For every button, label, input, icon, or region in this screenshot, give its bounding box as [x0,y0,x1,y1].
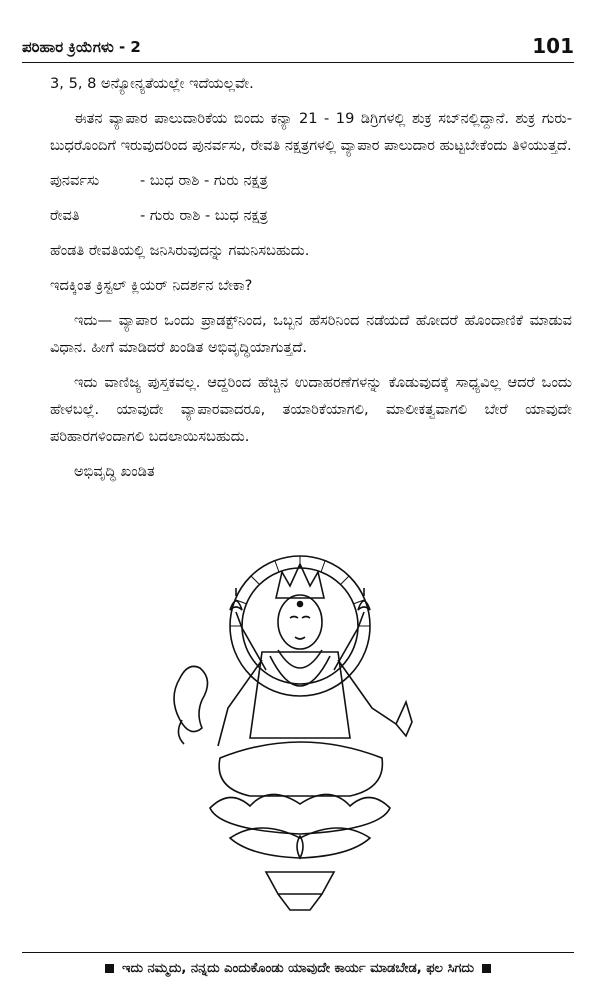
lamp [266,872,334,894]
page-footer [22,952,574,976]
page-body [50,70,572,493]
nakshatra-detail: - ಬುಧ ರಾಶಿ - ಗುರು ನಕ್ಷತ್ರ [140,172,268,189]
torso [250,652,350,738]
page-number: 101 [532,34,574,58]
paragraph: ಅಭಿವೃದ್ಧಿ ಖಂಡಿತ [74,463,155,480]
nakshatra-row [50,167,572,194]
lamp-flame [297,836,303,858]
nakshatra-detail: - ಗುರು ರಾಶಿ - ಬುಧ ನಕ್ಷತ್ರ [140,207,268,224]
running-title: ಪರಿಹಾರ ಕ್ರಿಯೆಗಳು - 2 [22,38,141,56]
footer-quote: ಇದು ನಮ್ಮದು, ನನ್ನದು ಎಂದುಕೊಂಡು ಯಾವುದೇ ಕಾರ್ಯ ಮಾಡಬೇಡ, ಫಲ ಸಿಗದು [122,961,474,976]
lotus-seat [210,794,390,834]
nakshatra-name: ರೇವತಿ [50,207,80,224]
square-bullet-icon [482,964,491,973]
paragraph: ಇದು— ವ್ಯಾಪಾರ ಒಂದು ಪ್ರಾಡಕ್ಟ್‌ನಿಂದ, ಒಬ್ಬನ ಹೆಸರಿನಿಂದ ನಡೆಯದೆ ಹೋದರೆ ಹೊಂದಾಣಿಕೆ ಮಾಡುವ ವಿಧಾನ. ಹೀಗೆ ಮಾಡಿದರೆ ಖಂಡಿತ ಅಭಿವೃದ್ಧಿಯಾಗುತ್ತದೆ. [50,312,572,356]
square-bullet-icon [105,964,114,973]
paragraph: 3, 5, 8 ಅನ್ಯೋನ್ಯತೆಯಲ್ಲೇ ಇದೆಯಲ್ಲವೇ. [50,75,254,92]
blessing-hand [396,702,412,736]
crown [276,564,324,598]
lakshmi-illustration-icon [150,538,450,932]
paragraph: ಇದಕ್ಕಿಂತ ಕ್ರಿಸ್ಟಲ್ ಕ್ಲಿಯರ್ ನಿದರ್ಶನ ಬೇಕಾ? [50,277,253,294]
paragraph: ಇದು ವಾಣಿಜ್ಯ ಪುಸ್ತಕವಲ್ಲ. ಆದ್ದರಿಂದ ಹೆಚ್ಚಿನ ಉದಾಹರಣೆಗಳನ್ನು ಕೊಡುವುದಕ್ಕೆ ಸಾಧ್ಯವಿಲ್ಲ ಆದರೆ ಒಂದು ಹೇಳಬಲ್ಲೆ. ಯಾವುದೇ ವ್ಯಾಪಾರವಾದರೂ, ತಯಾರಿಕೆಯಾಗಲಿ, ಮಾಲೀಕತ್ವವಾಗಲಿ ಬೇರೆ ಯಾವುದೇ ಪರಿಹಾರಗಳಿಂದಾಗಲಿ ಬದಲಾಯಿಸಬಹುದು. [50,374,572,445]
page-header [22,34,574,63]
crossed-legs [219,742,382,796]
elephant [174,666,208,731]
nakshatra-name: ಪುನರ್ವಸು [50,172,100,189]
nakshatra-row [50,202,572,229]
paragraph: ಹೆಂಡತಿ ರೇವತಿಯಲ್ಲಿ ಜನಿಸಿರುವುದನ್ನು ಗಮನಿಸಬಹುದು. [50,242,310,259]
paragraph: ಈತನ ವ್ಯಾಪಾರ ಪಾಲುದಾರಿಕೆಯ ಬಿಂದು ಕನ್ಯಾ 21 - 19 ಡಿಗ್ರಿಗಳಲ್ಲಿ ಶುಕ್ರ ಸಬ್‌ನಲ್ಲಿದ್ದಾನೆ. ಶುಕ್ರ ಗುರು-ಬುಧರೊಂದಿಗೆ ಇರುವುದರಿಂದ ಪುನರ್ವಸು, ರೇವತಿ ನಕ್ಷತ್ರಗಳಲ್ಲಿ ವ್ಯಾಪಾರ ಪಾಲುದಾರ ಹುಟ್ಟಬೇಕೆಂದು ತಿಳಿಯುತ್ತದೆ. [50,110,572,154]
